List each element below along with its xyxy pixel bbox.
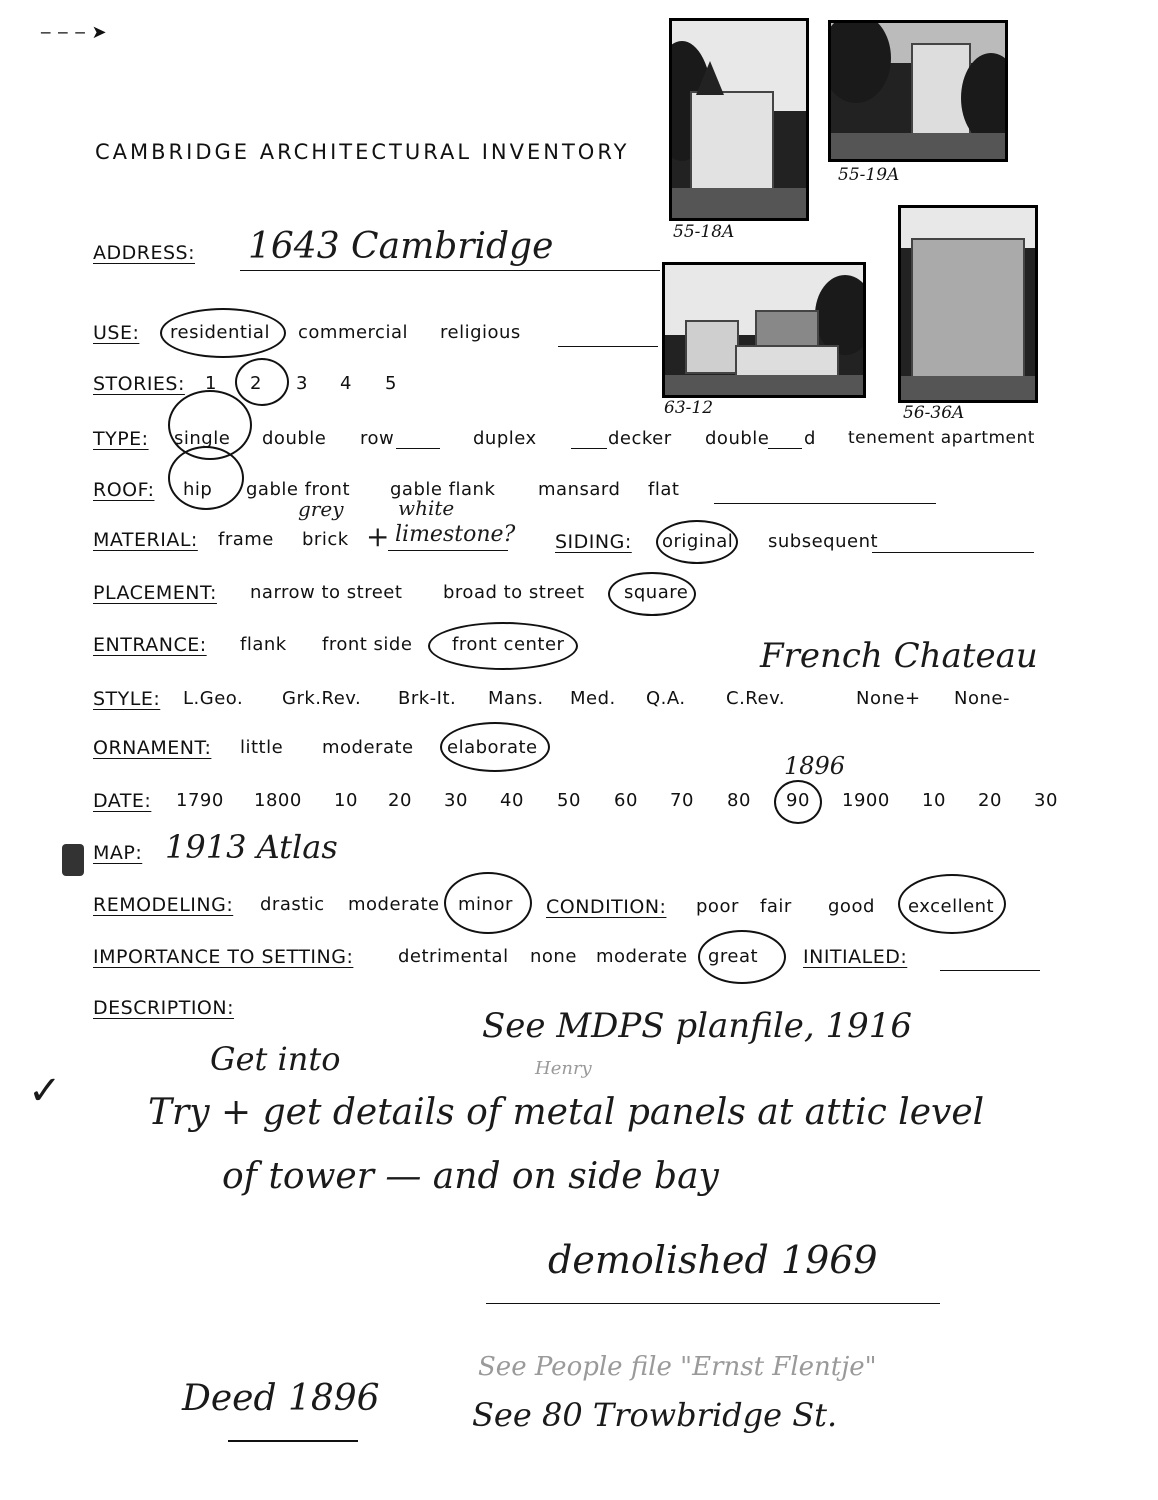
type-option-duplex[interactable]: duplex <box>473 428 537 449</box>
condition-option-poor[interactable]: poor <box>696 896 739 917</box>
use-option-religious[interactable]: religious <box>440 322 521 343</box>
remodeling-selected-circle <box>444 872 532 934</box>
placement-option-square[interactable]: square <box>624 582 689 603</box>
ink-smudge <box>62 844 84 876</box>
style-option-mans[interactable]: Mans. <box>488 688 544 709</box>
note-get-into: Get into <box>210 1040 341 1078</box>
material-limestone-underline <box>388 550 508 551</box>
condition-option-good[interactable]: good <box>828 896 875 917</box>
siding-option-subsequent[interactable]: subsequent <box>768 531 879 552</box>
ornament-option-elaborate[interactable]: elaborate <box>447 737 538 758</box>
placement-option-narrow[interactable]: narrow to street <box>250 582 403 603</box>
initialed-label: INITIALED: <box>803 946 908 968</box>
remodeling-label: REMODELING: <box>93 894 234 916</box>
style-option-brkit[interactable]: Brk-It. <box>398 688 457 709</box>
placement-option-broad[interactable]: broad to street <box>443 582 585 603</box>
style-option-grkrev[interactable]: Grk.Rev. <box>282 688 362 709</box>
use-option-residential[interactable]: residential <box>170 322 270 343</box>
date-option[interactable]: 1790 <box>176 790 224 811</box>
use-option-commercial[interactable]: commercial <box>298 322 408 343</box>
style-option-none-minus[interactable]: None- <box>954 688 1010 709</box>
date-option[interactable]: 1800 <box>254 790 302 811</box>
entrance-option-front-center[interactable]: front center <box>452 634 565 655</box>
date-option-selected[interactable]: 90 <box>786 790 810 811</box>
ornament-selected-circle <box>440 722 550 772</box>
remodeling-option-moderate[interactable]: moderate <box>348 894 440 915</box>
address-value[interactable]: 1643 Cambridge <box>248 226 554 267</box>
date-option[interactable]: 70 <box>670 790 694 811</box>
material-plus: + <box>366 520 390 553</box>
address-label: ADDRESS: <box>93 242 195 264</box>
photo-55-19A <box>828 20 1008 162</box>
note-trowbridge: See 80 Trowbridge St. <box>472 1396 838 1434</box>
date-option[interactable]: 1900 <box>842 790 890 811</box>
style-handwritten: French Chateau <box>760 636 1038 676</box>
importance-selected-circle <box>698 930 786 984</box>
date-option[interactable]: 20 <box>388 790 412 811</box>
type-decker-line <box>571 448 607 449</box>
form-title: CAMBRIDGE ARCHITECTURAL INVENTORY <box>95 140 630 164</box>
roof-line <box>714 503 936 504</box>
condition-label: CONDITION: <box>546 896 667 918</box>
ornament-option-little[interactable]: little <box>240 737 284 758</box>
map-handwritten: 1913 Atlas <box>165 828 338 866</box>
date-option[interactable]: 10 <box>334 790 358 811</box>
type-double-d-line <box>768 448 802 449</box>
type-label: TYPE: <box>93 428 149 450</box>
style-option-none-plus[interactable]: None+ <box>856 688 921 709</box>
roof-option-hip[interactable]: hip <box>183 479 213 500</box>
material-limestone: limestone? <box>395 522 516 547</box>
placement-selected-circle <box>608 572 696 616</box>
siding-label: SIDING: <box>555 531 632 553</box>
importance-option-detrimental[interactable]: detrimental <box>398 946 509 967</box>
stories-option-1[interactable]: 1 <box>205 373 217 394</box>
photo-label: 55-18A <box>673 222 735 242</box>
date-option[interactable]: 80 <box>727 790 751 811</box>
date-handwritten: 1896 <box>784 752 846 780</box>
deed-underline <box>228 1440 358 1442</box>
type-option-tenement[interactable]: tenement apartment <box>848 428 1035 448</box>
description-label: DESCRIPTION: <box>93 997 235 1019</box>
placement-label: PLACEMENT: <box>93 582 217 604</box>
condition-option-fair[interactable]: fair <box>760 896 792 917</box>
date-option[interactable]: 20 <box>978 790 1002 811</box>
photo-55-18A <box>669 18 809 221</box>
roof-label: ROOF: <box>93 479 155 501</box>
note-details-line2: of tower — and on side bay <box>222 1156 719 1197</box>
date-option[interactable]: 50 <box>557 790 581 811</box>
address-line <box>240 270 660 271</box>
entrance-label: ENTRANCE: <box>93 634 207 656</box>
material-annotation-white: white <box>398 496 455 520</box>
note-mdps-planfile: See MDPS planfile, 1916 <box>482 1006 913 1046</box>
stories-option-2[interactable]: 2 <box>250 373 262 394</box>
note-people-file: See People file "Ernst Flentje" <box>478 1352 877 1382</box>
checkmark-icon: ✓ <box>28 1068 62 1114</box>
note-details-line1: Try + get details of metal panels at attic level <box>148 1092 985 1133</box>
type-option-d[interactable]: d <box>804 428 816 449</box>
remodeling-option-minor[interactable]: minor <box>458 894 513 915</box>
style-option-crev[interactable]: C.Rev. <box>726 688 786 709</box>
condition-selected-circle <box>898 874 1006 934</box>
material-annotation-grey: grey <box>298 497 344 521</box>
stories-option-5[interactable]: 5 <box>385 373 397 394</box>
material-option-brick[interactable]: brick <box>302 529 349 550</box>
type-option-double[interactable]: double <box>262 428 327 449</box>
roof-option-flat[interactable]: flat <box>648 479 680 500</box>
initialed-line <box>940 970 1040 971</box>
date-option[interactable]: 30 <box>444 790 468 811</box>
stories-label: STORIES: <box>93 373 185 395</box>
type-option-single[interactable]: single <box>174 428 231 449</box>
roof-selected-circle <box>168 446 244 510</box>
stories-selected-circle <box>235 358 289 406</box>
date-option[interactable]: 60 <box>614 790 638 811</box>
roof-option-mansard[interactable]: mansard <box>538 479 621 500</box>
note-demolished: demolished 1969 <box>548 1238 878 1282</box>
separator-line <box>486 1303 940 1304</box>
style-option-qa[interactable]: Q.A. <box>646 688 686 709</box>
date-option[interactable]: 30 <box>1034 790 1058 811</box>
siding-selected-circle <box>656 520 738 564</box>
use-line <box>558 346 658 347</box>
type-option-row[interactable]: row <box>360 428 395 449</box>
material-option-frame[interactable]: frame <box>218 529 274 550</box>
siding-line <box>872 552 1034 553</box>
importance-option-none[interactable]: none <box>530 946 577 967</box>
map-label: MAP: <box>93 842 143 864</box>
photo-label: 63-12 <box>664 398 714 418</box>
note-deed: Deed 1896 <box>182 1378 380 1419</box>
type-row-line <box>396 448 440 449</box>
entrance-selected-circle <box>428 622 578 670</box>
date-option[interactable]: 10 <box>922 790 946 811</box>
roof-option-gable-flank[interactable]: gable flank <box>390 479 496 500</box>
photo-label: 55-19A <box>838 165 900 185</box>
entrance-option-flank[interactable]: flank <box>240 634 287 655</box>
photo-63-12 <box>662 262 866 398</box>
siding-option-original[interactable]: original <box>662 531 734 552</box>
photo-56-36A <box>898 205 1038 403</box>
use-label: USE: <box>93 322 140 344</box>
note-faint-henry: Henry <box>535 1058 592 1079</box>
remodeling-option-drastic[interactable]: drastic <box>260 894 325 915</box>
use-selected-circle <box>160 308 286 358</box>
entrance-option-front-side[interactable]: front side <box>322 634 413 655</box>
style-option-lgeo[interactable]: L.Geo. <box>183 688 244 709</box>
photo-label: 56-36A <box>903 403 965 423</box>
stories-option-3[interactable]: 3 <box>296 373 308 394</box>
roof-option-gable-front[interactable]: gable front <box>246 479 350 500</box>
condition-option-excellent[interactable]: excellent <box>908 896 995 917</box>
style-label: STYLE: <box>93 688 161 710</box>
corner-mark: ‒ ‒ ‒ ➤ <box>40 22 107 43</box>
type-option-double-decker[interactable]: double <box>705 428 770 449</box>
importance-label: IMPORTANCE TO SETTING: <box>93 946 354 968</box>
date-label: DATE: <box>93 790 152 812</box>
stories-option-4[interactable]: 4 <box>340 373 352 394</box>
importance-option-moderate[interactable]: moderate <box>596 946 688 967</box>
material-label: MATERIAL: <box>93 529 198 551</box>
date-selected-circle <box>774 780 822 824</box>
type-option-decker[interactable]: decker <box>608 428 672 449</box>
style-option-med[interactable]: Med. <box>570 688 616 709</box>
importance-option-great[interactable]: great <box>708 946 759 967</box>
date-option[interactable]: 40 <box>500 790 524 811</box>
ornament-label: ORNAMENT: <box>93 737 212 759</box>
ornament-option-moderate[interactable]: moderate <box>322 737 414 758</box>
